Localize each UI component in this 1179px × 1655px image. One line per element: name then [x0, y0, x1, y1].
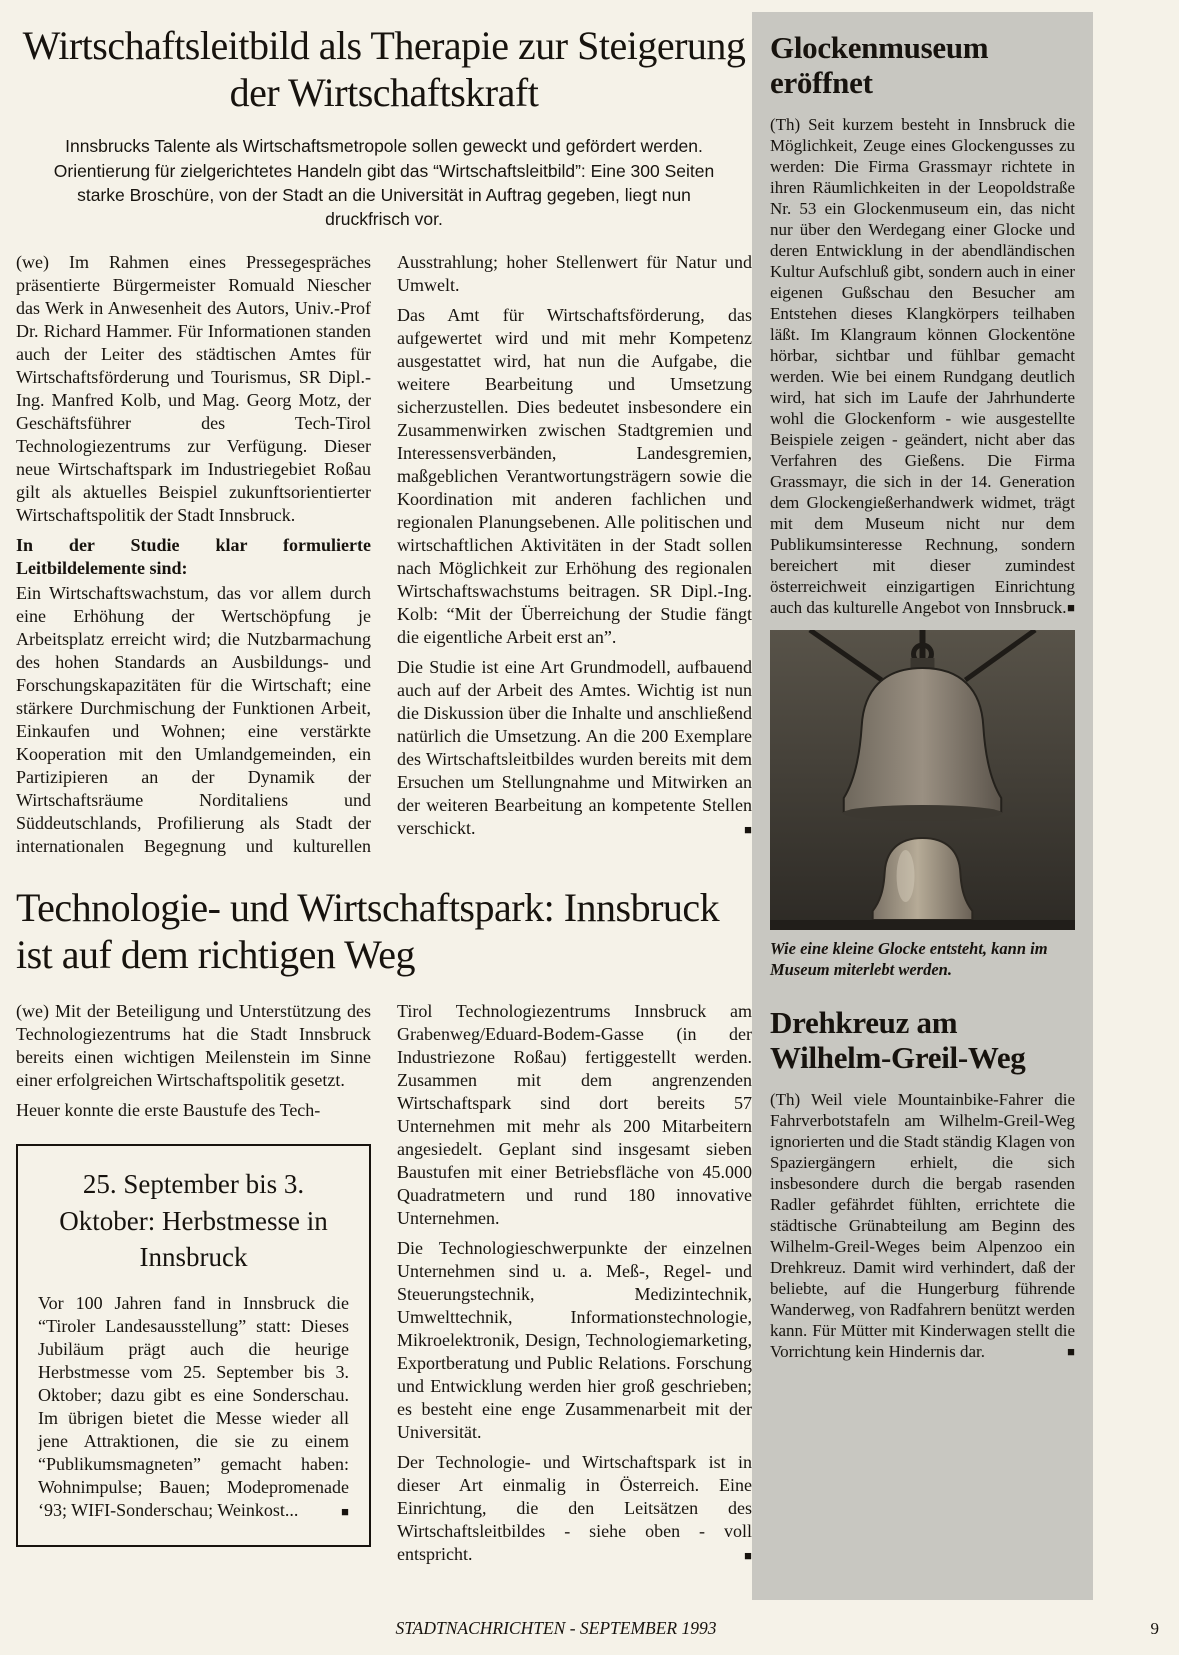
glockenmuseum-text	[770, 114, 1075, 618]
article1-lead: Innsbrucks Talente als Wirtschaftsmetropole sollen geweckt und gefördert werden. Orientierung für zielgerichtetes Handeln gibt das “Wirtschaftsleitbild”: Eine 300 Seiten starke Broschüre, von der Stadt an die Universität in Auftrag gegeben, liegt nun druckfrisch vor.	[53, 136, 715, 229]
article2-headline: Technologie- und Wirtschaftspark: Innsbruck ist auf dem richtigen Weg	[16, 884, 720, 978]
article2-col1-paragraph-1: (we) Mit der Beteiligung und Unterstützung des Technologiezentrums hat die Stadt Innsbruck bereits einen wichtigen Meilenstein im Sinne einer erfolgreichen Wirtschaftspolitik gesetzt.	[16, 1001, 371, 1091]
article1-subhead: In der Studie klar formulierte Leitbildelemente sind:	[16, 534, 371, 578]
end-mark: ■	[744, 821, 752, 837]
article1-headline: Wirtschaftsleitbild als Therapie zur Steigerung der Wirtschaftskraft	[22, 23, 746, 116]
article2-col2-paragraph-1: Tirol Technologiezentrums Innsbruck am Grabenweg/Eduard-Bodem-Gasse (in der Industriezone Roßau) fertiggestellt werden. Zusammen mit dem angrenzenden Wirtschaftspark sind dort bereits 57 Unternehmen mit mehr als 200 Mitarbeitern angesiedelt. Geplant sind insgesamt sieben Baustufen mit einer Betriebsfläche von 45.000 Quadratmetern und rund 180 innovative Unternehmen.	[397, 1001, 752, 1229]
article2-body	[16, 1000, 752, 1573]
article1-paragraph-2: Ein Wirtschaftswachstum, das vor allem durch eine Erhöhung der Wertschöpfung je Arbeitsplatz erreicht wird; die Nutzbarmachung des hohen Standards an Ausbildungs- und Forschungskapazitäten für die Wirtschaft; eine stärkere Durchmischung der Funktionen Arbeit, Einkaufen und Wohnen; eine verstärkte Kooperation mit den Umlandgemeinden, ein Partizipieren an der Dynamik der Wirtschaftsräume Norditaliens und Süddeutschlands, Profilierung als Stadt der internationalen Begegnung und kulturellen Ausstrahlung; hoher Stellenwert für Natur und Umwelt.	[16, 251, 752, 856]
article1-paragraph-4	[397, 656, 752, 840]
article1-paragraph-1: (we) Im Rahmen eines Pressegespräches präsentierte Bürgermeister Romuald Niescher das Werk in Anwesenheit des Autors, Univ.-Prof Dr. Richard Hammer. Für Informationen standen auch der Leiter des städtischen Amtes für Wirtschaftsförderung und Tourismus, SR Dipl.-Ing. Manfred Kolb, und Mag. Georg Motz, der Geschäftsführer des Tech-Tirol Technologiezentrums zur Verfügung. Dieser neue Wirtschaftspark im Industriegebiet Roßau gilt als aktuelles Beispiel zukunftsorientierter Wirtschaftspolitik der Stadt Innsbruck.	[16, 251, 371, 525]
end-mark: ■	[1067, 1343, 1075, 1359]
article-wirtschaftsleitbild	[16, 22, 752, 858]
article2-column-left	[16, 1000, 371, 1573]
drehkreuz-headline: Drehkreuz am Wilhelm-Greil-Weg	[770, 1004, 1026, 1075]
article2-col1-paragraph-2: Heuer konnte die erste Baustufe des Tech-	[16, 1100, 321, 1121]
bell-photo-illustration	[770, 630, 1075, 930]
herbstmesse-text-content: Vor 100 Jahren fand in Innsbruck die “Tiroler Landesausstellung” statt: Dieses Jubiläum prägt auch die heurige Herbstmesse vom 25. September bis 3. Oktober; dazu gibt es eine Sonderschau. Im übrigen bietet die Messe wieder all jene Attraktionen, die sie zu einem “Publikumsmagneten” gemacht haben: Wohnimpulse; Bauen; Modepromenade ‘93; WIFI-Sonderschau; Weinkost...	[38, 1292, 349, 1520]
footer-text: STADTNACHRICHTEN - SEPTEMBER 1993	[395, 1618, 717, 1638]
bell-photo	[770, 630, 1075, 930]
article2-col2-paragraph-3	[397, 1451, 752, 1566]
herbstmesse-heading: 25. September bis 3. Oktober: Herbstmesse in Innsbruck	[59, 1169, 328, 1273]
page-footer	[16, 1618, 1096, 1639]
herbstmesse-text	[38, 1292, 349, 1522]
article1-body	[16, 251, 752, 858]
drehkreuz-text-content: (Th) Weil viele Mountainbike-Fahrer die Fahrverbotstafeln am Wilhelm-Greil-Weg ignorierten und die Stadt ständig Klagen von Spaziergängern erhielt, die sich insbesondere durch die bergab rasenden Radler gefährdet fühlten, errichtete die städtische Grünabteilung am Beginn des Wilhelm-Greil-Weges beim Alpenzoo ein Drehkreuz. Damit wird verhindert, daß der beliebte, auf die Hungerburg führende Wanderweg, von Radfahrern benützt werden kann. Für Mütter mit Kinderwagen stellt die Vorrichtung kein Hindernis dar.	[770, 1089, 1075, 1361]
article2-column-right	[397, 1000, 752, 1573]
page-number: 9	[1150, 1619, 1159, 1638]
glockenmuseum-headline: Glockenmuseum eröffnet	[770, 30, 989, 101]
main-column	[16, 14, 752, 1573]
article2-col2-paragraph-2: Die Technologieschwerpunkte der einzelnen Unternehmen sind u. a. Meß-, Regel- und Steuerungstechnik, Medizintechnik, Umwelttechnik, Informationstechnologie, Mikroelektronik, Design, Technologiemarketing, Exportberatung und Public Relations. Forschung und Entwicklung werden hier groß geschrieben; es besteht eine enge Zusammenarbeit mit der Universität.	[397, 1238, 752, 1443]
article2-col2-paragraph-3-text: Der Technologie- und Wirtschaftspark ist in dieser Art einmalig in Österreich. Eine Einrichtung, die den Leitsätzen des Wirtschaftsleitbildes - siehe oben - voll entspricht.	[397, 1452, 752, 1565]
herbstmesse-box	[16, 1144, 371, 1546]
sidebar	[752, 12, 1093, 1600]
end-mark: ■	[744, 1548, 752, 1564]
end-mark: ■	[1067, 600, 1075, 616]
article1-paragraph-3: Das Amt für Wirtschaftsförderung, das aufgewertet wird und mit mehr Kompetenz ausgestattet wird, hat nun die Aufgabe, die weitere Bearbeitung und Umsetzung sicherzustellen. Dies bedeutet insbesondere ein Zusammenwirken zwischen Stadtgremien und Interessensverbänden, Landesgremien, maßgeblichen Verantwortungsträgern sowie die Koordination mit anderen fachlichen und regionalen Planungsebenen. Alle politischen und wirtschaftlichen Aktivitäten in der Stadt sollen nach Möglichkeit zur Erhöhung des regionalen Wirtschaftswachstums beitragen. SR Dipl.-Ing. Kolb: “Mit der Überreichung der Studie fängt die eigentliche Arbeit erst an”.	[397, 304, 752, 647]
sidebar-article-drehkreuz	[770, 1005, 1075, 1362]
glockenmuseum-text-content: (Th) Seit kurzem besteht in Innsbruck die Möglichkeit, Zeuge eines Glockengusses zu werden: Die Firma Grassmayr richtete in ihren Räumlichkeiten in der Leopoldstraße Nr. 53 ein Glockenmuseum ein, das nicht nur über den Werdegang einer Glocke und deren Entwicklung in der abendländischen Kultur Aufschluß gibt, sondern auch in einer eigenen Gußschau den Besucher am Entstehen dieses Klangkörpers teilhaben läßt. Im Klangraum können Glockentöne hörbar, sichtbar und fühlbar gemacht werden. Wie bei einem Rundgang deutlich wird, hat sich im Laufe der Jahrhunderte wohl die Glockenform - wie ausgestellte Beispiele zeigen - geändert, nicht aber das Verfahren des Gießens. Die Firma Grassmayr, die sich in der 14. Generation dem Glockengießerhandwerk widmet, trägt mit dem Museum nicht nur dem Publikumsinteresse Rechnung, sondern bereichert mit dieser zumindest österreichweit einzigartigen Einrichtung auch das kulturelle Angebot von Innsbruck.	[770, 115, 1075, 618]
drehkreuz-text	[770, 1089, 1075, 1362]
bell-photo-caption: Wie eine kleine Glocke entsteht, kann im Museum miterlebt werden.	[770, 939, 1048, 980]
article1-paragraph-4-text: Die Studie ist eine Art Grundmodell, aufbauend auch auf der Arbeit des Amtes. Wichtig ist nun die Diskussion über die Inhalte und anschließend natürlich die Umsetzung. An die 200 Exemplare des Wirtschaftsleitbildes wurden bereits mit dem Ersuchen um Stellungnahme und Mitwirken an der weiteren Bearbeitung an kompetente Stellen verschickt.	[397, 656, 752, 838]
article-technologiepark	[16, 884, 752, 1573]
end-mark: ■	[341, 1503, 349, 1519]
sidebar-article-glockenmuseum	[770, 30, 1075, 981]
